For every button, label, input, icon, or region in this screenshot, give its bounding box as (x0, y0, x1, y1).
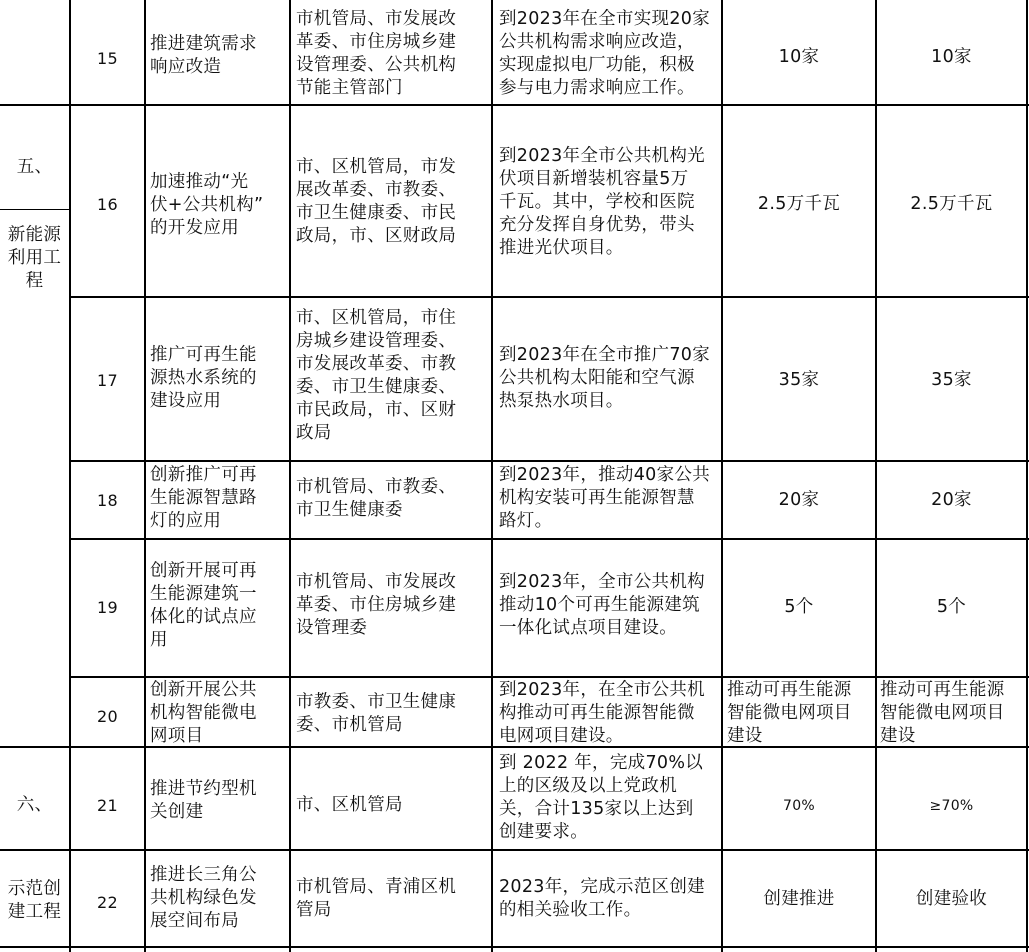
target-value: ≥70% (929, 798, 974, 814)
target-value: 10家 (778, 47, 820, 67)
row-number: 20 (97, 707, 118, 726)
goal-description: 到2023年，全市公共机构 推动10个可再生能源建筑 一体化试点项目建设。 (499, 572, 705, 638)
task-name: 推进节约型机 关创建 (150, 779, 257, 822)
row-number: 21 (97, 796, 118, 815)
grid-line (69, 676, 1029, 678)
grid-line (0, 849, 1029, 851)
grid-line (69, 538, 1029, 540)
group-label-six-name: 示范创 建工程 (7, 879, 62, 922)
target-value: 5个 (784, 597, 814, 617)
row-number: 15 (97, 49, 118, 68)
goal-description: 到2023年，推动40家公共 机构安装可再生能源智慧 路灯。 (499, 465, 711, 531)
grid-line (0, 104, 1029, 106)
responsible-departments: 市机管局、市教委、 市卫生健康委 (296, 477, 457, 520)
goal-description: 到2023年，在全市公共机 构推动可再生能源智能微 电网项目建设。 (499, 680, 705, 746)
task-name: 推进长三角公 共机构绿色发 展空间布局 (150, 865, 257, 931)
row-number: 16 (97, 195, 118, 214)
grid-line (69, 460, 1029, 462)
task-name: 创新开展可再 生能源建筑一 体化的试点应 用 (150, 561, 257, 650)
responsible-departments: 市机管局、市发展改 革委、市住房城乡建 设管理委 (296, 572, 457, 638)
grid-line (289, 0, 291, 952)
target-value: 5个 (936, 597, 967, 617)
target-value: 创建验收 (915, 889, 988, 909)
task-name: 创新开展公共 机构智能微电 网项目 (150, 680, 257, 746)
grid-line (0, 946, 1029, 948)
target-value: 推动可再生能源 智能微电网项目 建设 (727, 680, 852, 746)
target-value: 创建推进 (763, 889, 835, 909)
row-number: 22 (97, 893, 118, 912)
grid-line (0, 209, 69, 210)
task-name: 推广可再生能 源热水系统的 建设应用 (150, 345, 257, 411)
target-value: 20家 (931, 490, 972, 510)
target-value: 10家 (931, 47, 972, 67)
responsible-departments: 市机管局、青浦区机 管局 (296, 877, 457, 920)
grid-line (491, 0, 493, 952)
target-value: 2.5万千瓦 (757, 194, 841, 214)
target-value: 2.5万千瓦 (910, 194, 993, 214)
target-value: 35家 (931, 370, 972, 390)
row-number: 18 (97, 491, 118, 510)
goal-description: 到2023年在全市推广70家 公共机构太阳能和空气源 热泵热水项目。 (499, 345, 711, 411)
grid-line (1026, 0, 1028, 952)
responsible-departments: 市、区机管局，市发 展改革委、市教委、 市卫生健康委、市民 政局，市、区财政局 (296, 157, 457, 246)
responsible-departments: 市机管局、市发展改 革委、市住房城乡建 设管理委、公共机构 节能主管部门 (296, 9, 457, 98)
goal-description: 到2023年在全市实现20家 公共机构需求响应改造， 实现虚拟电厂功能，积极 参与电力需求响应工作。 (499, 9, 711, 98)
goal-description: 2023年，完成示范区创建 的相关验收工作。 (499, 877, 705, 920)
responsible-departments: 市、区机管局 (296, 795, 403, 815)
row-number: 19 (97, 598, 118, 617)
grid-line (144, 0, 146, 952)
task-name: 推进建筑需求 响应改造 (150, 34, 257, 77)
grid-line (69, 296, 1029, 298)
responsible-departments: 市教委、市卫生健康 委、市机管局 (296, 692, 457, 735)
task-name: 创新推广可再 生能源智慧路 灯的应用 (150, 465, 257, 531)
target-value: 35家 (778, 370, 820, 390)
target-value: 70% (782, 798, 816, 814)
target-value: 推动可再生能源 智能微电网项目 建设 (880, 680, 1005, 746)
goal-description: 到 2022 年，完成70%以 上的区级及以上党政机 关，合计135家以上达到 创建要求。 (499, 753, 704, 842)
group-label-six-number: 六、 (16, 795, 53, 815)
group-label-five-number: 五、 (16, 157, 53, 177)
target-value: 20家 (778, 490, 820, 510)
row-number: 17 (97, 371, 118, 390)
responsible-departments: 市、区机管局，市住 房城乡建设管理委、 市发展改革委、市教 委、市卫生健康委、 市民政局，市、区财 政局 (296, 308, 457, 443)
group-label-five-name: 新能源 利用工 程 (7, 225, 62, 291)
goal-description: 到2023年全市公共机构光 伏项目新增装机容量5万 千瓦。其中，学校和医院 充分发挥自身优势，带头 推进光伏项目。 (499, 146, 705, 258)
task-name: 加速推动“光 伏+公共机构” 的开发应用 (150, 172, 264, 238)
